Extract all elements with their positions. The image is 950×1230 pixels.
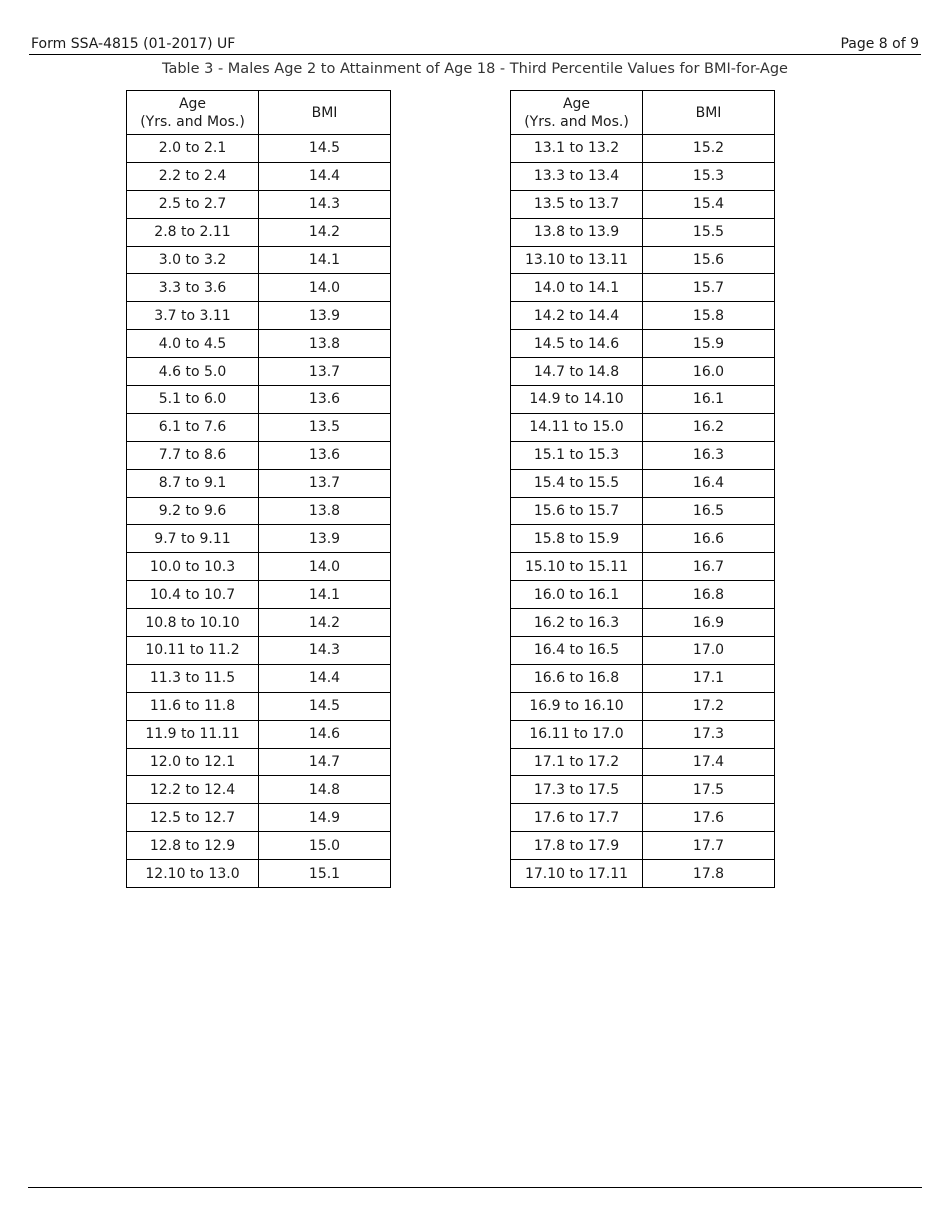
- bmi-cell: 17.6: [643, 804, 775, 832]
- table-row: [511, 860, 775, 888]
- bmi-cell: 16.4: [643, 469, 775, 497]
- bmi-cell: 14.4: [259, 162, 391, 190]
- table-row: [127, 441, 391, 469]
- bmi-cell: 17.2: [643, 692, 775, 720]
- age-cell: 15.4 to 15.5: [511, 469, 643, 497]
- table-row: [511, 135, 775, 163]
- age-cell: 12.8 to 12.9: [127, 832, 259, 860]
- table-row: [127, 190, 391, 218]
- age-column-header: [127, 91, 259, 135]
- bmi-table-right: [510, 90, 775, 888]
- bmi-cell: 16.8: [643, 581, 775, 609]
- age-cell: 8.7 to 9.1: [127, 469, 259, 497]
- table-body-left: [127, 135, 391, 888]
- footer-divider: [28, 1187, 922, 1188]
- table-row: [127, 330, 391, 358]
- age-cell: 15.10 to 15.11: [511, 553, 643, 581]
- age-cell: 16.2 to 16.3: [511, 609, 643, 637]
- table-header-row: [511, 91, 775, 135]
- bmi-cell: 17.3: [643, 720, 775, 748]
- table-row: [511, 637, 775, 665]
- table-row: [127, 135, 391, 163]
- bmi-cell: 16.3: [643, 441, 775, 469]
- bmi-cell: 15.6: [643, 246, 775, 274]
- bmi-cell: 14.3: [259, 190, 391, 218]
- bmi-cell: 13.8: [259, 497, 391, 525]
- age-cell: 16.0 to 16.1: [511, 581, 643, 609]
- age-cell: 4.6 to 5.0: [127, 358, 259, 386]
- age-cell: 14.11 to 15.0: [511, 413, 643, 441]
- table-row: [127, 664, 391, 692]
- bmi-cell: 14.5: [259, 135, 391, 163]
- bmi-cell: 17.4: [643, 748, 775, 776]
- table-row: [511, 832, 775, 860]
- bmi-cell: 15.5: [643, 218, 775, 246]
- bmi-cell: 16.6: [643, 525, 775, 553]
- age-cell: 10.4 to 10.7: [127, 581, 259, 609]
- bmi-cell: 14.6: [259, 720, 391, 748]
- age-cell: 16.11 to 17.0: [511, 720, 643, 748]
- age-cell: 7.7 to 8.6: [127, 441, 259, 469]
- age-column-header: [511, 91, 643, 135]
- bmi-cell: 16.0: [643, 358, 775, 386]
- age-cell: 3.3 to 3.6: [127, 274, 259, 302]
- page-number: Page 8 of 9: [840, 36, 919, 52]
- table-row: [127, 386, 391, 414]
- bmi-cell: 14.1: [259, 581, 391, 609]
- bmi-cell: 13.6: [259, 441, 391, 469]
- age-cell: 13.8 to 13.9: [511, 218, 643, 246]
- age-header-line1: Age: [562, 95, 591, 112]
- age-header-line1: Age: [178, 95, 207, 112]
- table-row: [127, 692, 391, 720]
- bmi-cell: 13.7: [259, 358, 391, 386]
- page-header: [29, 34, 921, 55]
- bmi-cell: 17.8: [643, 860, 775, 888]
- table-row: [511, 441, 775, 469]
- age-cell: 12.10 to 13.0: [127, 860, 259, 888]
- table-header-row: [127, 91, 391, 135]
- table-row: [511, 162, 775, 190]
- bmi-column-header: BMI: [643, 91, 775, 135]
- bmi-cell: 14.0: [259, 553, 391, 581]
- table-row: [127, 748, 391, 776]
- age-cell: 11.6 to 11.8: [127, 692, 259, 720]
- age-cell: 14.2 to 14.4: [511, 302, 643, 330]
- age-cell: 10.8 to 10.10: [127, 609, 259, 637]
- table-row: [127, 804, 391, 832]
- age-cell: 17.3 to 17.5: [511, 776, 643, 804]
- table-row: [127, 553, 391, 581]
- table-row: [511, 692, 775, 720]
- age-cell: 17.6 to 17.7: [511, 804, 643, 832]
- age-cell: 9.2 to 9.6: [127, 497, 259, 525]
- age-cell: 14.9 to 14.10: [511, 386, 643, 414]
- table-row: [511, 469, 775, 497]
- age-cell: 10.11 to 11.2: [127, 637, 259, 665]
- bmi-cell: 13.9: [259, 302, 391, 330]
- bmi-cell: 13.8: [259, 330, 391, 358]
- age-cell: 15.8 to 15.9: [511, 525, 643, 553]
- bmi-cell: 15.2: [643, 135, 775, 163]
- age-cell: 2.5 to 2.7: [127, 190, 259, 218]
- age-cell: 15.6 to 15.7: [511, 497, 643, 525]
- age-cell: 17.8 to 17.9: [511, 832, 643, 860]
- bmi-cell: 14.9: [259, 804, 391, 832]
- table-row: [511, 302, 775, 330]
- age-cell: 2.2 to 2.4: [127, 162, 259, 190]
- age-cell: 10.0 to 10.3: [127, 553, 259, 581]
- table-row: [511, 553, 775, 581]
- table-row: [511, 246, 775, 274]
- bmi-cell: 14.3: [259, 637, 391, 665]
- table-row: [127, 162, 391, 190]
- age-cell: 13.3 to 13.4: [511, 162, 643, 190]
- table-row: [511, 776, 775, 804]
- bmi-cell: 14.5: [259, 692, 391, 720]
- bmi-cell: 14.2: [259, 609, 391, 637]
- bmi-cell: 16.9: [643, 609, 775, 637]
- bmi-cell: 15.1: [259, 860, 391, 888]
- bmi-cell: 17.7: [643, 832, 775, 860]
- table-row: [511, 413, 775, 441]
- age-cell: 3.0 to 3.2: [127, 246, 259, 274]
- bmi-cell: 14.1: [259, 246, 391, 274]
- table-row: [127, 832, 391, 860]
- table-row: [127, 860, 391, 888]
- table-row: [511, 497, 775, 525]
- age-cell: 17.1 to 17.2: [511, 748, 643, 776]
- bmi-cell: 14.4: [259, 664, 391, 692]
- bmi-cell: 15.7: [643, 274, 775, 302]
- bmi-cell: 14.2: [259, 218, 391, 246]
- age-cell: 16.4 to 16.5: [511, 637, 643, 665]
- bmi-cell: 13.5: [259, 413, 391, 441]
- table-row: [511, 609, 775, 637]
- table-row: [511, 274, 775, 302]
- form-id: Form SSA-4815 (01-2017) UF: [31, 36, 236, 52]
- age-header-line2: (Yrs. and Mos.): [140, 113, 245, 130]
- table-row: [511, 358, 775, 386]
- table-row: [511, 218, 775, 246]
- table-row: [127, 469, 391, 497]
- table-row: [127, 246, 391, 274]
- bmi-cell: 15.0: [259, 832, 391, 860]
- table-row: [127, 525, 391, 553]
- table-row: [127, 720, 391, 748]
- age-cell: 16.6 to 16.8: [511, 664, 643, 692]
- age-cell: 11.3 to 11.5: [127, 664, 259, 692]
- age-cell: 3.7 to 3.11: [127, 302, 259, 330]
- bmi-column-header: BMI: [259, 91, 391, 135]
- table-row: [127, 776, 391, 804]
- table-row: [511, 386, 775, 414]
- age-cell: 2.8 to 2.11: [127, 218, 259, 246]
- age-cell: 5.1 to 6.0: [127, 386, 259, 414]
- bmi-cell: 16.7: [643, 553, 775, 581]
- table-row: [511, 720, 775, 748]
- age-cell: 9.7 to 9.11: [127, 525, 259, 553]
- bmi-cell: 15.3: [643, 162, 775, 190]
- table-row: [511, 330, 775, 358]
- age-cell: 12.5 to 12.7: [127, 804, 259, 832]
- bmi-cell: 13.7: [259, 469, 391, 497]
- age-header-line2: (Yrs. and Mos.): [524, 113, 629, 130]
- age-cell: 11.9 to 11.11: [127, 720, 259, 748]
- age-cell: 12.0 to 12.1: [127, 748, 259, 776]
- age-cell: 2.0 to 2.1: [127, 135, 259, 163]
- bmi-cell: 13.9: [259, 525, 391, 553]
- table-title: Table 3 - Males Age 2 to Attainment of Age 18 - Third Percentile Values for BMI-for-Age: [162, 61, 788, 77]
- bmi-cell: 17.5: [643, 776, 775, 804]
- age-cell: 12.2 to 12.4: [127, 776, 259, 804]
- age-cell: 13.5 to 13.7: [511, 190, 643, 218]
- bmi-cell: 15.8: [643, 302, 775, 330]
- age-cell: 14.5 to 14.6: [511, 330, 643, 358]
- age-cell: 13.1 to 13.2: [511, 135, 643, 163]
- age-cell: 6.1 to 7.6: [127, 413, 259, 441]
- table-row: [127, 218, 391, 246]
- table-row: [127, 302, 391, 330]
- bmi-cell: 14.0: [259, 274, 391, 302]
- age-cell: 13.10 to 13.11: [511, 246, 643, 274]
- table-row: [127, 274, 391, 302]
- table-row: [127, 358, 391, 386]
- table-body-right: [511, 135, 775, 888]
- table-row: [511, 748, 775, 776]
- bmi-cell: 14.8: [259, 776, 391, 804]
- table-row: [511, 525, 775, 553]
- age-cell: 14.0 to 14.1: [511, 274, 643, 302]
- table-row: [511, 581, 775, 609]
- table-row: [127, 609, 391, 637]
- bmi-cell: 15.9: [643, 330, 775, 358]
- age-cell: 17.10 to 17.11: [511, 860, 643, 888]
- table-row: [511, 804, 775, 832]
- table-row: [127, 637, 391, 665]
- age-cell: 16.9 to 16.10: [511, 692, 643, 720]
- bmi-cell: 16.5: [643, 497, 775, 525]
- table-row: [511, 664, 775, 692]
- table-row: [127, 497, 391, 525]
- bmi-cell: 16.1: [643, 386, 775, 414]
- bmi-table-left: [126, 90, 391, 888]
- bmi-cell: 17.0: [643, 637, 775, 665]
- bmi-cell: 14.7: [259, 748, 391, 776]
- table-row: [127, 581, 391, 609]
- bmi-cell: 13.6: [259, 386, 391, 414]
- age-cell: 4.0 to 4.5: [127, 330, 259, 358]
- bmi-cell: 17.1: [643, 664, 775, 692]
- table-row: [127, 413, 391, 441]
- bmi-cell: 16.2: [643, 413, 775, 441]
- table-row: [511, 190, 775, 218]
- bmi-cell: 15.4: [643, 190, 775, 218]
- age-cell: 14.7 to 14.8: [511, 358, 643, 386]
- age-cell: 15.1 to 15.3: [511, 441, 643, 469]
